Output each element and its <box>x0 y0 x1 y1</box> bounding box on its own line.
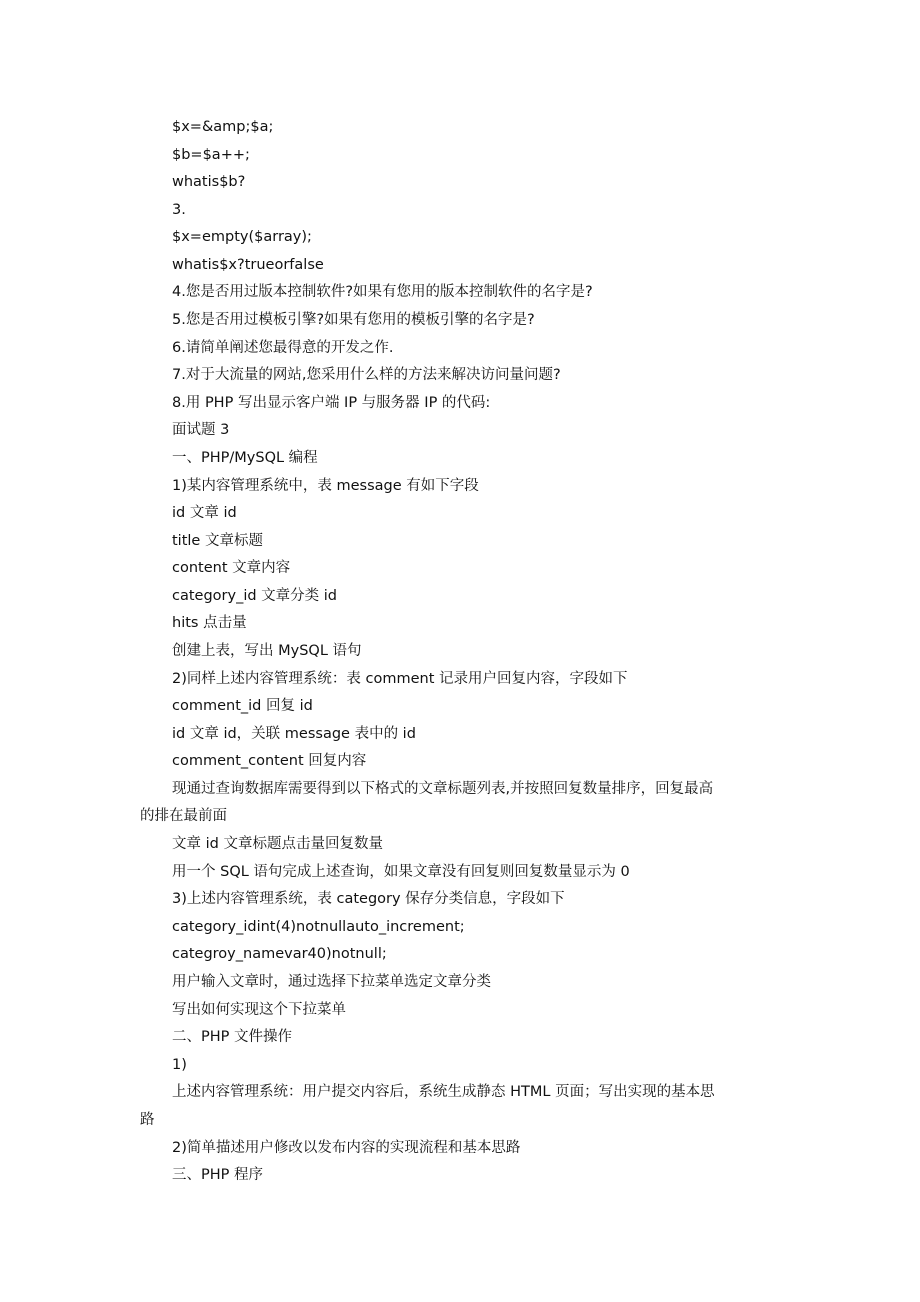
text-line: 的排在最前面 <box>140 808 227 824</box>
text-line: $b=$a++; <box>172 147 250 163</box>
text-line: 3)上述内容管理系统，表 category 保存分类信息，字段如下 <box>172 891 565 907</box>
text-line: title 文章标题 <box>172 533 263 549</box>
section-heading: 三、PHP 程序 <box>172 1167 263 1183</box>
text-line: 写出如何实现这个下拉菜单 <box>172 1002 346 1018</box>
text-line: 上述内容管理系统：用户提交内容后，系统生成静态 HTML 页面；写出实现的基本思 <box>172 1084 715 1100</box>
text-line: $x=&amp;$a; <box>172 119 274 135</box>
text-line: $x=empty($array); <box>172 229 312 245</box>
text-line: id 文章 id，关联 message 表中的 id <box>172 726 416 742</box>
text-line: category_id 文章分类 id <box>172 588 338 604</box>
text-line: 1)某内容管理系统中，表 message 有如下字段 <box>172 478 479 494</box>
text-line: 4.您是否用过版本控制软件?如果有您用的版本控制软件的名字是? <box>172 284 593 300</box>
text-line: 2)简单描述用户修改以发布内容的实现流程和基本思路 <box>172 1140 521 1156</box>
text-line: comment_id 回复 id <box>172 698 313 714</box>
text-line: id 文章 id <box>172 505 237 521</box>
text-line: content 文章内容 <box>172 560 291 576</box>
text-line: 路 <box>140 1112 155 1128</box>
text-line: 文章 id 文章标题点击量回复数量 <box>172 836 383 852</box>
text-line: 8.用 PHP 写出显示客户端 IP 与服务器 IP 的代码: <box>172 395 491 411</box>
text-line: 3. <box>172 202 186 218</box>
text-line: 用户输入文章时，通过选择下拉菜单选定文章分类 <box>172 974 491 990</box>
section-heading: 面试题 3 <box>172 422 230 438</box>
section-heading: 二、PHP 文件操作 <box>172 1029 292 1045</box>
text-line: hits 点击量 <box>172 615 247 631</box>
text-line: comment_content 回复内容 <box>172 753 367 769</box>
text-line: 7.对于大流量的网站,您采用什么样的方法来解决访问量问题? <box>172 367 561 383</box>
text-line: whatis$x?trueorfalse <box>172 257 324 273</box>
text-line: 创建上表，写出 MySQL 语句 <box>172 643 362 659</box>
text-line: 6.请简单阐述您最得意的开发之作. <box>172 340 394 356</box>
text-line: category_idint(4)notnullauto_increment; <box>172 919 465 935</box>
text-line: 现通过查询数据库需要得到以下格式的文章标题列表,并按照回复数量排序，回复最高 <box>172 781 714 797</box>
text-line: 2)同样上述内容管理系统：表 comment 记录用户回复内容，字段如下 <box>172 671 628 687</box>
text-line: whatis$b? <box>172 174 246 190</box>
text-line: 用一个 SQL 语句完成上述查询，如果文章没有回复则回复数量显示为 0 <box>172 864 630 880</box>
text-line: 5.您是否用过模板引擎?如果有您用的模板引擎的名字是? <box>172 312 535 328</box>
text-line: categroy_namevar40)notnull; <box>172 946 387 962</box>
text-line: 1) <box>172 1057 187 1073</box>
section-heading: 一、PHP/MySQL 编程 <box>172 450 318 466</box>
